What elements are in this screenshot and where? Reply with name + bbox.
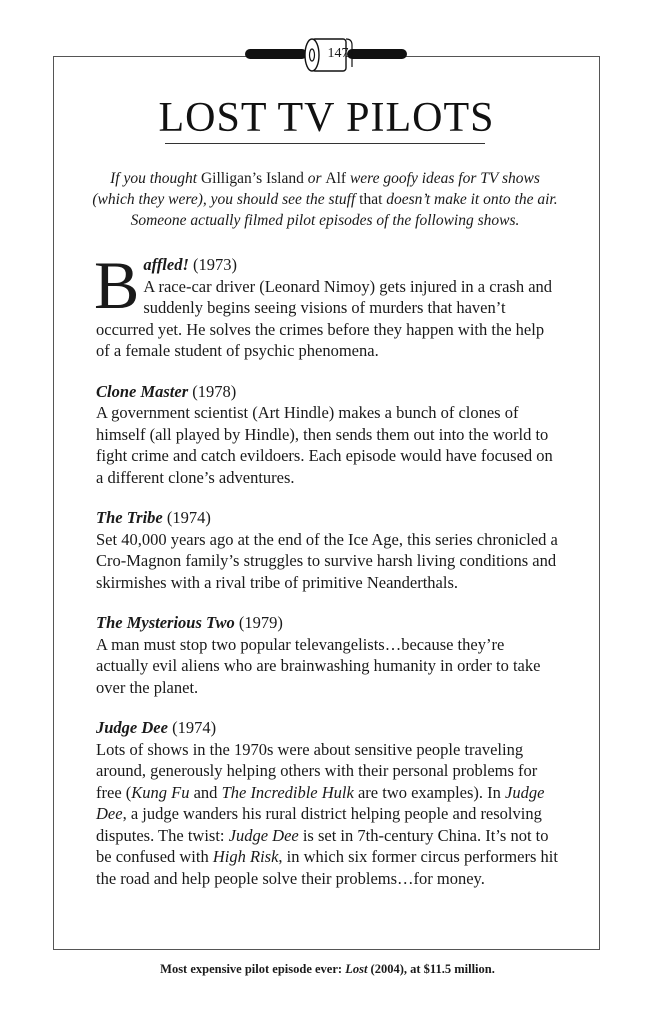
entry-body-italic: High Risk bbox=[212, 847, 279, 866]
entry-body: A race-car driver (Leonard Nimoy) gets injured in a crash and suddenly begins seeing visions of murders that haven’t occurred yet. He solves the crimes before they happen with the help of a female student of psychic phenomena. bbox=[96, 276, 553, 360]
entry-clone-master bbox=[96, 381, 560, 489]
entry-body-italic: Judge Dee bbox=[228, 825, 299, 845]
entry-title: The Tribe bbox=[96, 508, 163, 527]
entry-body-italic: The Incredible Hulk bbox=[221, 782, 354, 802]
footer-fact bbox=[0, 962, 655, 977]
entry-judge-dee bbox=[96, 717, 560, 889]
intro-paragraph bbox=[90, 168, 560, 231]
intro-text: doesn’t make it onto the air. Someone actually filmed pilot episodes of the following shows. bbox=[130, 191, 558, 229]
entry-body: are two examples). In bbox=[353, 782, 506, 802]
footer-text: (2004), at $11.5 million. bbox=[367, 962, 495, 976]
entry-body: , a judge wanders his rural district helping people and resolving disputes. The twist: bbox=[96, 804, 542, 845]
intro-emphasis: that bbox=[359, 191, 383, 208]
entry-body: A government scientist (Art Hindle) makes a bunch of clones of himself (all played by Hindle), then sends them out into the world to fight crime and catch evildoers. Each episode would have focused on a different clone’s adventures. bbox=[96, 403, 553, 487]
entry-year: (1979) bbox=[238, 613, 283, 632]
entry-title: The Mysterious Two bbox=[96, 613, 235, 632]
entry-body: , in which six former circus performers hit the road and help people solve their problems…for money. bbox=[96, 847, 558, 888]
entry-body-italic: Judge Dee bbox=[96, 782, 545, 823]
footer-show-title: Lost bbox=[345, 962, 368, 976]
entry-year: (1974) bbox=[166, 508, 211, 527]
intro-text: or bbox=[303, 170, 326, 187]
title-underline bbox=[165, 143, 485, 144]
entry-body: and bbox=[189, 782, 222, 802]
entry-body: A man must stop two popular televangelists…because they’re actually evil aliens who are brainwashing humanity in order to take over the planet. bbox=[96, 634, 541, 697]
intro-show-title: Gilligan’s Island bbox=[200, 170, 304, 187]
entry-the-tribe bbox=[96, 507, 560, 593]
intro-show-title: Alf bbox=[325, 170, 347, 187]
entry-year: (1974) bbox=[172, 718, 217, 737]
intro-text: If you thought bbox=[110, 170, 201, 187]
entry-body: Lots of shows in the 1970s were about sensitive people traveling around, generously helping others with their personal problems for free ( bbox=[96, 739, 538, 802]
entry-list bbox=[94, 247, 560, 908]
entry-title: Clone Master bbox=[96, 381, 189, 401]
entry-the-mysterious-two bbox=[96, 612, 560, 698]
page-number: 147 bbox=[327, 46, 349, 61]
footer-text: Most expensive pilot episode ever: bbox=[160, 962, 346, 976]
drop-cap: B bbox=[94, 247, 140, 323]
header-bar-left bbox=[245, 49, 307, 59]
entry-title: affled! bbox=[143, 255, 189, 274]
entry-body-italic: Kung Fu bbox=[131, 782, 190, 802]
page-title: LOST TV PILOTS bbox=[158, 95, 495, 141]
entry-body: is set in 7th-century China. It’s not to be confused with bbox=[96, 825, 549, 866]
entry-body: Set 40,000 years ago at the end of the Ice Age, this series chronicled a Cro-Magnon family’s struggles to survive harsh living conditions and skirmishes with a rival tribe of primitive Neanderthals. bbox=[96, 529, 558, 592]
entry-year: (1978) bbox=[192, 381, 237, 401]
entry-title: Judge Dee bbox=[96, 718, 168, 737]
entry-year: (1973) bbox=[193, 255, 238, 274]
entry-baffled bbox=[94, 247, 560, 362]
intro-text: were goofy ideas for TV shows (which they were), you should see the stuff bbox=[92, 170, 540, 208]
